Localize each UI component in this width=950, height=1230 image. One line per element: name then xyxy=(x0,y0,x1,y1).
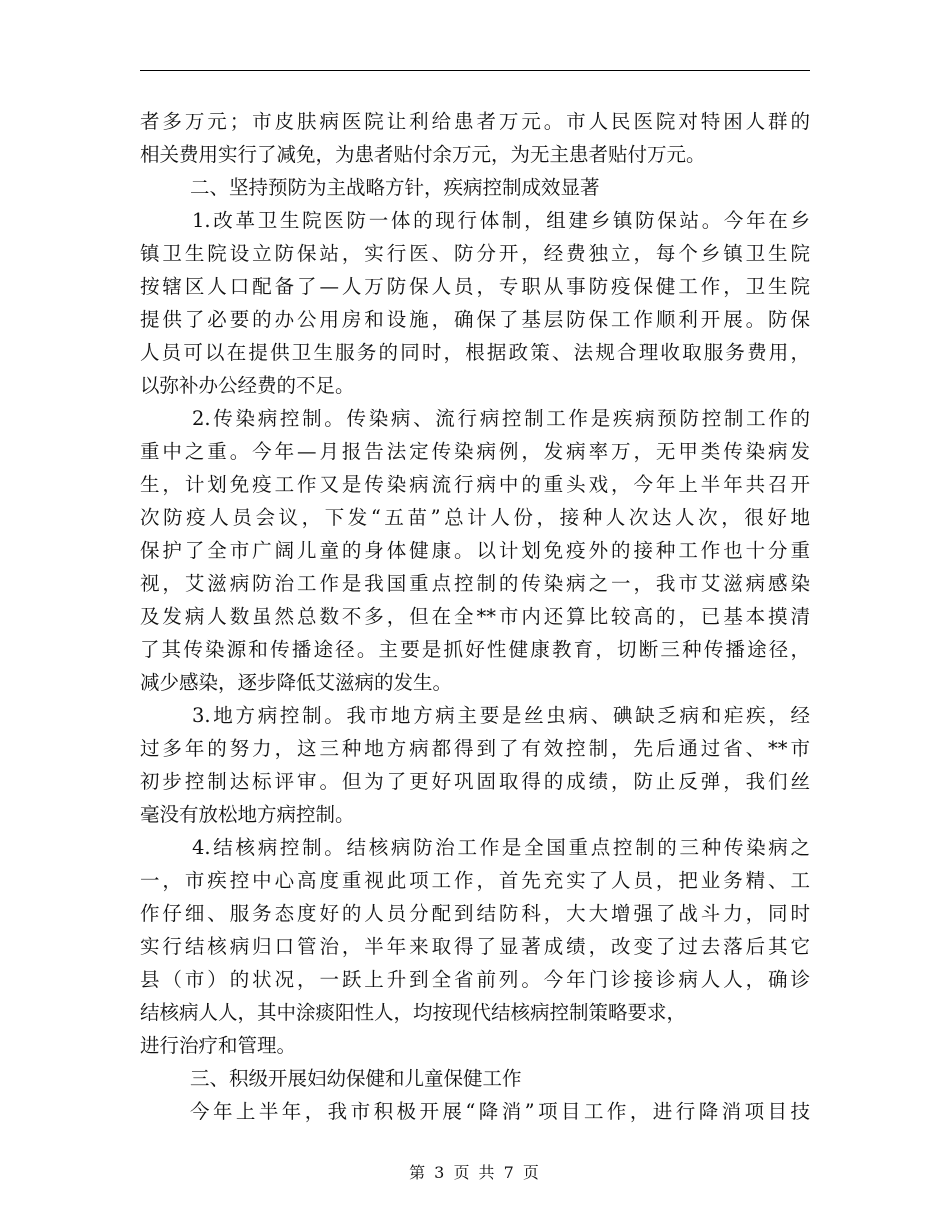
text-line: 4.结核病控制。结核病防治工作是全国重点控制的三种传染病之 xyxy=(192,836,810,859)
text-line: 以弥补办公经费的不足。 xyxy=(140,374,355,397)
text-line: 过多年的努力，这三种地方病都得到了有效控制，先后通过省、**市 xyxy=(140,737,810,760)
document-body xyxy=(140,105,810,1128)
text-line: 毫没有放松地方病控制。 xyxy=(140,803,355,826)
text-line: 了其传染源和传播途径。主要是抓好性健康教育，切断三种传播途径， xyxy=(140,638,810,661)
text-line: 视，艾滋病防治工作是我国重点控制的传染病之一，我市艾滋病感染 xyxy=(140,572,810,595)
text-line: 县（市）的状况，一跃上升到全省前列。今年门诊接诊病人人，确诊 xyxy=(140,968,810,991)
text-line: 结核病人人，其中涂痰阳性人，均按现代结核病控制策略要求， xyxy=(140,1001,687,1024)
text-line: 实行结核病归口管治，半年来取得了显著成绩，改变了过去落后其它 xyxy=(140,935,810,958)
text-line: 及发病人数虽然总数不多，但在全**市内还算比较高的，已基本摸清 xyxy=(140,605,810,628)
text-line: 2.传染病控制。传染病、流行病控制工作是疾病预防控制工作的 xyxy=(192,407,810,430)
text-line: 人员可以在提供卫生服务的同时，根据政策、法规合理收取服务费用， xyxy=(140,341,810,364)
text-line: 次防疫人员会议，下发“五苗”总计人份，接种人次达人次，很好地 xyxy=(140,506,810,529)
text-line: 镇卫生院设立防保站，实行医、防分开，经费独立，每个乡镇卫生院 xyxy=(140,242,810,265)
text-line: 1.改革卫生院医防一体的现行体制，组建乡镇防保站。今年在乡 xyxy=(192,209,810,232)
text-line: 三、积级开展妇幼保健和儿童保健工作 xyxy=(190,1067,522,1090)
text-line: 二、坚持预防为主战略方针，疾病控制成效显著 xyxy=(190,176,600,199)
text-line: 重中之重。今年—月报告法定传染病例，发病率万，无甲类传染病发 xyxy=(140,440,810,463)
header-rule xyxy=(140,70,810,71)
text-line: 一，市疾控中心高度重视此项工作，首先充实了人员，把业务精、工 xyxy=(140,869,810,892)
text-line: 进行治疗和管理。 xyxy=(140,1034,297,1057)
text-line: 生，计划免疫工作又是传染病流行病中的重头戏，今年上半年共召开 xyxy=(140,473,810,496)
text-line: 作仔细、服务态度好的人员分配到结防科，大大增强了战斗力，同时 xyxy=(140,902,810,925)
text-line: 3.地方病控制。我市地方病主要是丝虫病、碘缺乏病和疟疾，经 xyxy=(192,704,810,727)
text-line: 保护了全市广阔儿童的身体健康。以计划免疫外的接种工作也十分重 xyxy=(140,539,810,562)
text-line: 提供了必要的办公用房和设施，确保了基层防保工作顺利开展。防保 xyxy=(140,308,810,331)
page-footer: 第 3 页 共 7 页 xyxy=(409,1163,541,1182)
text-line: 者多万元；市皮肤病医院让利给患者万元。市人民医院对特困人群的 xyxy=(140,110,810,133)
text-line: 相关费用实行了减免，为患者贴付余万元，为无主患者贴付万元。 xyxy=(140,143,706,166)
text-line: 减少感染，逐步降低艾滋病的发生。 xyxy=(140,671,453,694)
text-line: 初步控制达标评审。但为了更好巩固取得的成绩，防止反弹，我们丝 xyxy=(140,770,810,793)
text-line: 今年上半年，我市积极开展“降消”项目工作，进行降消项目技 xyxy=(190,1100,810,1123)
text-line: 按辖区人口配备了—人万防保人员，专职从事防疫保健工作，卫生院 xyxy=(140,275,810,298)
